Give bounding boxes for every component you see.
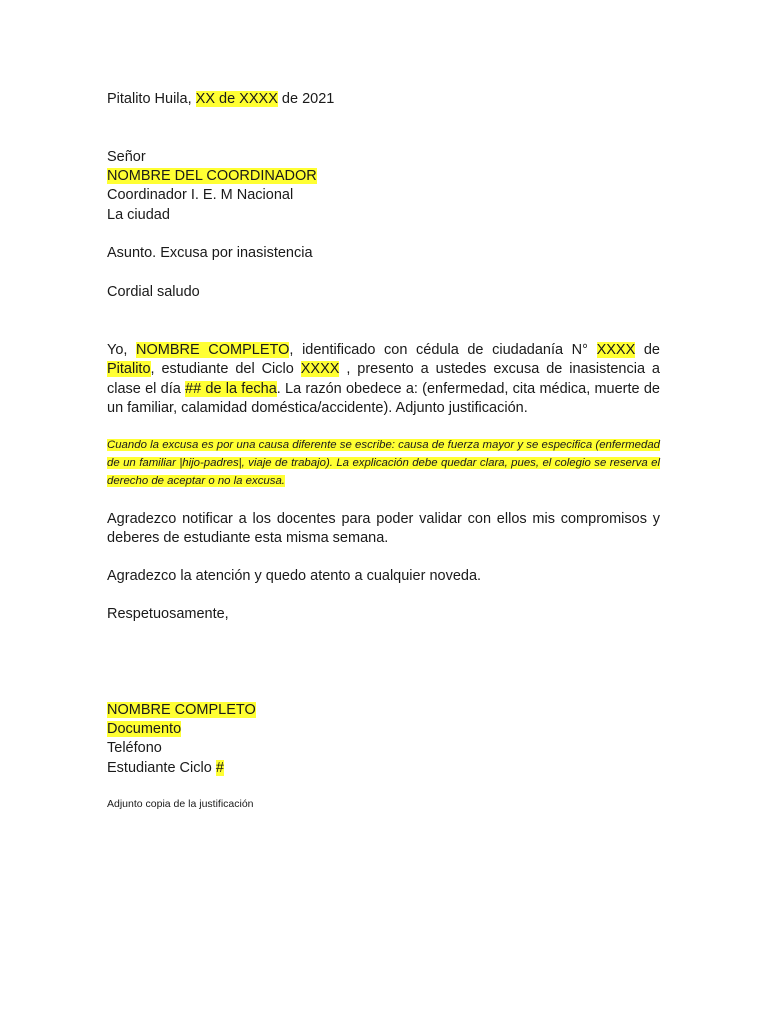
p1-day-placeholder: ## de la fecha bbox=[185, 380, 277, 397]
recipient-salutation: Señor bbox=[107, 149, 146, 165]
signature-cycle-line bbox=[107, 759, 224, 778]
body-paragraph-3: Agradezco la atención y quedo atento a cualquier noveda. bbox=[107, 568, 482, 584]
p1-city-placeholder: Pitalito bbox=[107, 361, 151, 378]
recipient-name: NOMBRE DEL COORDINADOR bbox=[107, 168, 317, 184]
p1-name-placeholder: NOMBRE COMPLETO bbox=[136, 342, 290, 358]
signature-name: NOMBRE COMPLETO bbox=[107, 702, 256, 718]
date-line bbox=[107, 90, 334, 109]
p1-text-c: de bbox=[635, 342, 660, 358]
date-city: Pitalito Huila, bbox=[107, 91, 192, 107]
body-paragraph-2: Agradezco notificar a los docentes para poder validar con ellos mis compromisos y deberes de estudiante esta misma semana. bbox=[107, 511, 660, 547]
signature-name-line bbox=[107, 701, 256, 720]
greeting-line: Cordial saludo bbox=[107, 284, 200, 300]
date-year: de 2021 bbox=[281, 91, 335, 107]
signature-document-line bbox=[107, 720, 181, 739]
p1-text-b: , identificado con cédula de ciudadanía N° bbox=[289, 342, 597, 358]
p1-text-f: . La razón obedece a: (enfermedad, cita médica, muerte de un familiar, calamidad doméstica/accidente). Adjunto justificación. bbox=[107, 380, 660, 417]
instruction-note-text: Cuando la excusa es por una causa diferente se escribe: causa de fuerza mayor y se especifica (enfermedad de un familiar |hijo-padres|, viaje de trabajo). La explicación debe quedar clara, pues, el colegio se reserva el derecho de aceptar o no la excusa. bbox=[107, 439, 660, 487]
instruction-note bbox=[107, 436, 660, 490]
p1-cycle-placeholder: XXXX bbox=[300, 361, 340, 378]
signature-document: Documento bbox=[107, 721, 182, 737]
body-paragraph-1 bbox=[107, 341, 660, 419]
subject-line: Asunto. Excusa por inasistencia bbox=[107, 245, 313, 261]
closing-line: Respetuosamente, bbox=[107, 606, 229, 622]
p1-text-e: , presento a ustedes excusa de inasistencia a clase el día bbox=[107, 361, 660, 397]
date-placeholder: XX de XXXX bbox=[195, 91, 278, 107]
signature-cycle-label: Estudiante Ciclo bbox=[107, 760, 216, 776]
recipient-role: Coordinador I. E. M Nacional bbox=[107, 187, 294, 203]
p1-text-d: , estudiante del Ciclo bbox=[150, 361, 301, 378]
p1-text-a: Yo, bbox=[107, 342, 137, 358]
signature-phone: Teléfono bbox=[107, 740, 162, 756]
p1-id-placeholder: XXXX bbox=[596, 342, 636, 358]
attachment-note: Adjunto copia de la justificación bbox=[107, 798, 254, 810]
recipient-name-line bbox=[107, 167, 317, 186]
signature-cycle-value: # bbox=[215, 760, 224, 776]
recipient-location: La ciudad bbox=[107, 207, 170, 223]
